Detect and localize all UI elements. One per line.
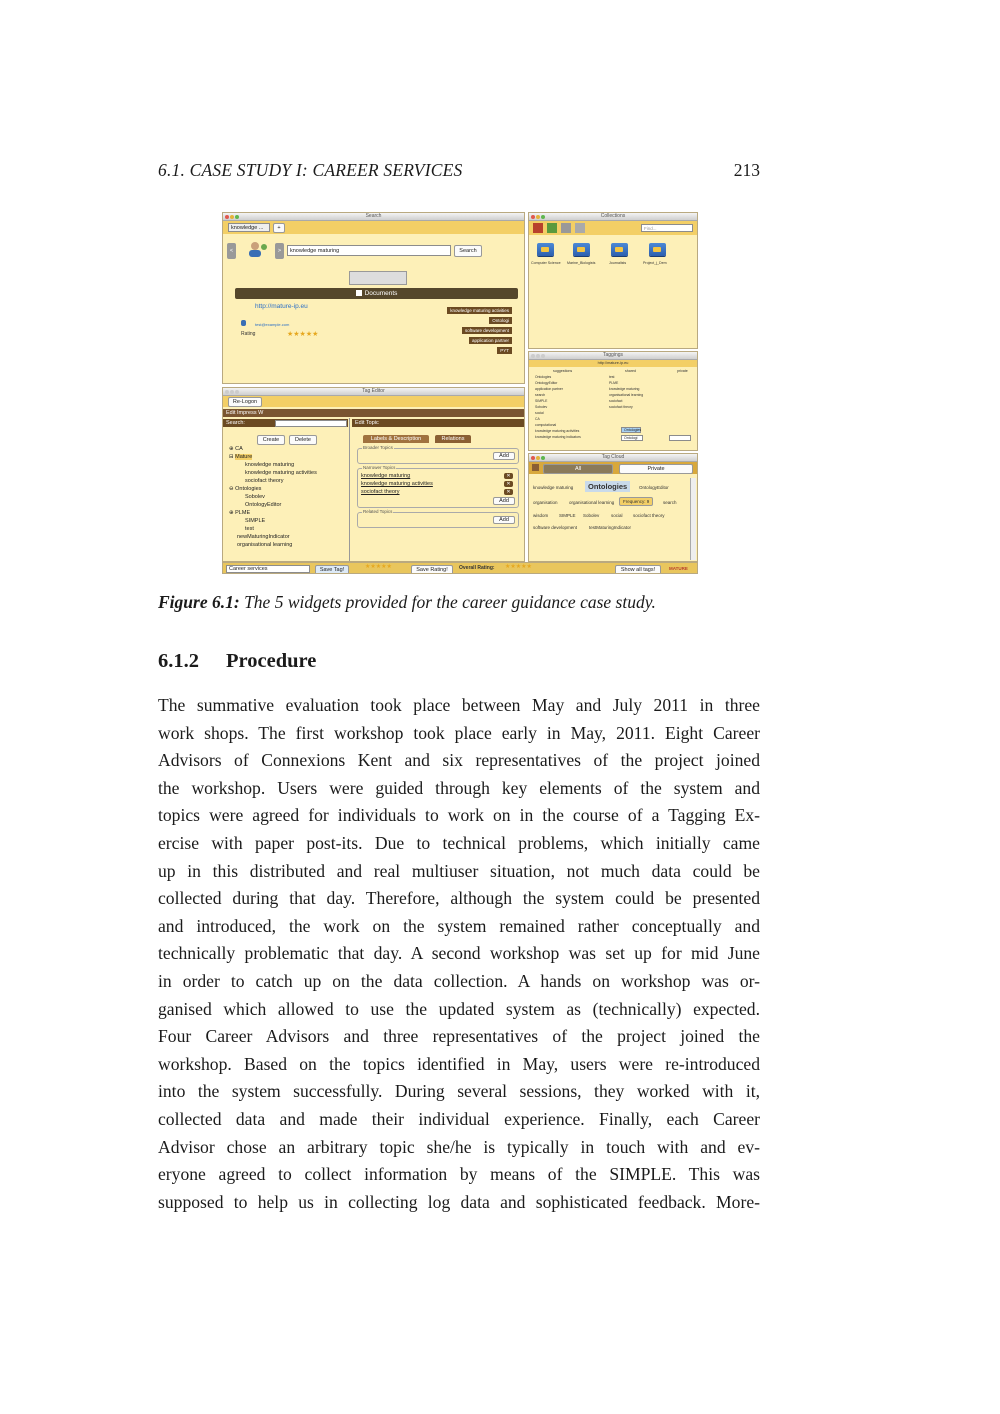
- folder-icon[interactable]: [537, 243, 554, 256]
- body-line: Advisor chose an arbitrary topic she/he is typically in touch with and ev-: [158, 1136, 760, 1157]
- create-button[interactable]: Create: [257, 435, 285, 445]
- cloud-tag[interactable]: Ontologies: [585, 481, 630, 492]
- tag-input[interactable]: Ontologi: [621, 435, 643, 441]
- folder-label: Computer Science: [531, 261, 561, 265]
- body-line: workshop. Based on the topics identified in May, users were re-introduced: [158, 1053, 760, 1074]
- narrower-topic[interactable]: knowledge maturing: [361, 473, 411, 479]
- section-title: Procedure: [226, 650, 317, 672]
- body-line: in order to catch up on the data collection. A hands on workshop was or-: [158, 970, 760, 991]
- overall-rating-label: Overall Rating:: [459, 565, 495, 571]
- tag-chip[interactable]: knowledge maturing activities: [447, 307, 512, 314]
- relogin-button[interactable]: Re-Logon: [228, 397, 262, 407]
- related-topics-box: Related Topics Add: [357, 512, 519, 528]
- broader-topics-box: Broader Topics Add: [357, 448, 519, 464]
- add-related-button[interactable]: Add: [493, 516, 515, 524]
- shared-item[interactable]: knowledge maturing: [609, 387, 640, 391]
- tab-relations[interactable]: Relations: [435, 435, 471, 443]
- tree-item[interactable]: ⊕ CA: [229, 446, 243, 452]
- suggestion-item[interactable]: CA: [535, 417, 540, 421]
- cloud-tag[interactable]: organisation: [533, 500, 558, 505]
- taggings-titlebar: Taggings: [529, 352, 697, 360]
- cloud-tag[interactable]: organisational learning: [569, 500, 615, 505]
- doc-link[interactable]: http://mature-ip.eu: [255, 303, 308, 310]
- col-shared: shared: [625, 369, 636, 373]
- tree-item[interactable]: knowledge maturing activities: [245, 470, 317, 476]
- body-line: into the system successfully. During several sessions, they worked with it,: [158, 1081, 760, 1102]
- search-dropdown[interactable]: knowledge ...: [228, 223, 270, 232]
- next-arrow-icon[interactable]: >: [275, 243, 284, 259]
- narrower-topic[interactable]: sociofact theory: [361, 489, 400, 495]
- suggestion-item[interactable]: application partner: [535, 387, 563, 391]
- section-heading: [158, 650, 316, 673]
- tree-item[interactable]: newMaturingIndicator: [237, 534, 290, 540]
- user-icon: [241, 320, 246, 326]
- cloud-tag[interactable]: Sobolev: [583, 513, 600, 518]
- shared-item[interactable]: sociofact theory: [609, 405, 633, 409]
- folder-icon[interactable]: [573, 243, 590, 256]
- search-button[interactable]: Search: [454, 245, 482, 257]
- add-broader-button[interactable]: Add: [493, 452, 515, 460]
- cloud-tag[interactable]: knowledge maturing: [533, 485, 574, 490]
- suggestion-item[interactable]: knowledge maturing indicators: [535, 435, 581, 439]
- remove-icon[interactable]: ✕: [504, 481, 513, 487]
- save-icon[interactable]: [532, 464, 539, 471]
- tag-chip[interactable]: PYT: [497, 347, 512, 354]
- tree-item[interactable]: OntologyEditor: [245, 502, 282, 508]
- page-number: 213: [733, 160, 760, 180]
- search-input[interactable]: knowledge maturing: [287, 245, 451, 256]
- add-narrower-button[interactable]: Add: [493, 497, 515, 505]
- all-button[interactable]: All: [543, 464, 613, 474]
- narrower-topic[interactable]: knowledge maturing activities: [361, 481, 433, 487]
- body-line: Four Career Advisors and three representatives of the project joined the: [158, 1026, 760, 1047]
- tag-cloud-toolbar: [529, 462, 697, 474]
- body-line: ganised which allowed to use the updated system as (technically) expected.: [158, 998, 760, 1019]
- tag-chip[interactable]: software development: [462, 327, 512, 334]
- body-line: topics were agreed for individuals to work on in the course of a Tagging Ex-: [158, 805, 760, 826]
- figure-label: Figure 6.1:: [158, 592, 240, 612]
- caption-text: The 5 widgets provided for the career guidance case study.: [239, 592, 656, 612]
- folder-icon[interactable]: [611, 243, 628, 256]
- body-line: eryone agreed to collect information by means of the SIMPLE. This was: [158, 1164, 760, 1185]
- figure-caption: [158, 592, 778, 613]
- tag-editor-widget: [222, 387, 525, 562]
- view-toggle[interactable]: [349, 271, 407, 285]
- rating-stars[interactable]: ★★★★★: [365, 564, 392, 570]
- collections-widget: [528, 212, 698, 349]
- remove-icon[interactable]: ✕: [504, 489, 513, 495]
- delete-button[interactable]: Delete: [289, 435, 317, 445]
- scrollbar[interactable]: [690, 478, 696, 560]
- running-section-title: 6.1. CASE STUDY I: CAREER SERVICES: [158, 160, 463, 180]
- running-header: [158, 160, 760, 184]
- body-line: Advisors of Connexions Kent and six representatives of the project joined: [158, 750, 760, 771]
- tag-chip[interactable]: Ontologi: [489, 317, 512, 324]
- tag-input[interactable]: Career services: [226, 565, 310, 573]
- cloud-tag[interactable]: sociofact theory: [633, 513, 665, 518]
- show-all-tags-button[interactable]: Show all tags!: [615, 565, 661, 575]
- body-line: The summative evaluation took place between May and July 2011 in three: [158, 695, 760, 715]
- folder-label: Journalists: [609, 261, 627, 265]
- prev-arrow-icon[interactable]: <: [227, 243, 236, 259]
- body-line: and introduced, the work on the system remained rather conceptually and: [158, 915, 760, 936]
- tree-item[interactable]: ⊕ PLME: [229, 510, 251, 516]
- overall-rating-stars: ★★★★★: [505, 564, 532, 570]
- remove-icon[interactable]: ✕: [504, 473, 513, 479]
- search-toolbar: [223, 221, 524, 234]
- document-icon: [356, 290, 362, 296]
- frequency-tooltip: Frequency: 9: [619, 497, 653, 506]
- tag-cloud-widget: [528, 453, 698, 562]
- narrower-topics-box: Narrower Topics knowledge maturing knowledge maturing activities sociofact theory ✕ ✕ ✕ Add: [357, 468, 519, 508]
- search-widget: [222, 212, 525, 384]
- grey-tool-icon[interactable]: [575, 223, 585, 233]
- private-tag-input[interactable]: [669, 435, 691, 441]
- pane-divider[interactable]: [349, 418, 350, 562]
- shared-item[interactable]: organisational learning: [609, 393, 644, 397]
- collections-titlebar: Collections: [529, 213, 697, 221]
- folder-label: Marine_Biologists: [567, 261, 596, 265]
- tag-cloud-titlebar: Tag Cloud: [529, 454, 697, 462]
- tree-item[interactable]: ⊟ Mature: [229, 454, 253, 460]
- collections-toolbar: [529, 221, 697, 235]
- doc-rating-stars[interactable]: ★★★★★: [287, 331, 319, 338]
- figure-screenshot: [222, 212, 698, 574]
- body-line: collected during that day. Therefore, although the system could be presented: [158, 888, 760, 909]
- tree-item[interactable]: Sobolev: [245, 494, 265, 500]
- tree-item[interactable]: sociofact theory: [245, 478, 284, 484]
- tab-labels-description[interactable]: Labels & Description: [363, 435, 429, 443]
- cloud-tag[interactable]: wisdom: [533, 513, 549, 518]
- section-number: 6.1.2: [158, 650, 199, 672]
- shared-item[interactable]: sociofact: [609, 399, 623, 403]
- tree-item[interactable]: ⊖ Ontologies: [229, 486, 262, 492]
- body-line: the workshop. Users were guided through key elements of the system and: [158, 777, 760, 798]
- suggestion-item[interactable]: knowledge maturing activities: [535, 429, 580, 433]
- green-tool-icon[interactable]: [547, 223, 557, 233]
- add-search-button[interactable]: +: [273, 223, 285, 233]
- find-input[interactable]: Find...: [641, 224, 693, 232]
- bottom-rating-bar: [222, 562, 698, 574]
- taggings-url: http://mature-ip.eu: [529, 360, 697, 367]
- shared-item[interactable]: test: [609, 375, 615, 379]
- body-paragraph: [158, 692, 760, 1216]
- tree-item[interactable]: SIMPLE: [245, 518, 266, 524]
- suggestion-item[interactable]: social: [535, 411, 544, 415]
- tag-editor-titlebar: Tag Editor: [223, 388, 524, 396]
- tag-editor-menu[interactable]: Edit Impress W: [223, 409, 524, 417]
- body-line: collected data and made their individual experience. Finally, each Career: [158, 1108, 760, 1129]
- search-label: Search:: [223, 419, 348, 427]
- suggestion-item[interactable]: Sobolev: [535, 405, 548, 409]
- save-rating-button[interactable]: Save Rating!: [411, 565, 453, 575]
- col-suggestions: suggestions: [553, 369, 573, 373]
- body-line: up in this distributed and real multiuser situation, not much data could be: [158, 860, 760, 881]
- selected-tag[interactable]: Ontologies: [621, 427, 641, 433]
- col-private: private: [677, 369, 688, 373]
- suggestion-item[interactable]: OntologyEditor: [535, 381, 558, 385]
- cloud-tag[interactable]: social: [611, 513, 623, 518]
- tree-item[interactable]: organisational learning: [237, 542, 293, 548]
- suggestion-item[interactable]: Ontologies: [535, 375, 552, 379]
- cloud-tag[interactable]: OntologyEditor: [639, 485, 669, 490]
- tag-editor-toolbar: [223, 396, 524, 407]
- suggestion-item[interactable]: SIMPLE: [535, 399, 548, 403]
- suggestion-item[interactable]: search: [535, 393, 546, 397]
- body-line: technically problematic that day. A second workshop was set up for mid June: [158, 943, 760, 964]
- body-line: supposed to help us in collecting log data and sophisticated feedback. More-: [158, 1191, 760, 1212]
- edit-topic-header: Edit Topic: [352, 419, 524, 427]
- grey-tool-icon[interactable]: [561, 223, 571, 233]
- folder-label: Project_j_Dem: [643, 261, 667, 265]
- cloud-tag[interactable]: SIMPLE: [559, 513, 576, 518]
- tag-chip[interactable]: application partner: [469, 337, 512, 344]
- rating-label: Rating: [241, 331, 256, 337]
- tree-item[interactable]: test: [245, 526, 254, 532]
- tree-item[interactable]: knowledge maturing: [245, 462, 295, 468]
- cloud-tag[interactable]: testMaturingIndicator: [589, 525, 632, 530]
- mature-logo: MATURE: [669, 566, 688, 571]
- cloud-tag[interactable]: software development: [533, 525, 578, 530]
- topic-search-input[interactable]: [275, 420, 347, 427]
- body-line: work shops. The first workshop took place early in May, 2011. Eight Career: [158, 722, 760, 743]
- save-tag-button[interactable]: Save Tag!: [315, 565, 349, 575]
- people-icon: [247, 240, 269, 258]
- red-tool-icon[interactable]: [533, 223, 543, 233]
- private-button[interactable]: Private: [619, 464, 693, 474]
- folder-icon[interactable]: [649, 243, 666, 256]
- search-titlebar: Search: [223, 213, 524, 221]
- body-line: ercise with paper post-its. Due to technical problems, which initially came: [158, 832, 760, 853]
- taggings-widget: [528, 351, 698, 451]
- cloud-tag[interactable]: search: [663, 500, 677, 505]
- shared-item[interactable]: PLME: [609, 381, 619, 385]
- suggestion-item[interactable]: computational: [535, 423, 557, 427]
- doc-email[interactable]: test@example.com: [255, 322, 290, 327]
- documents-bar[interactable]: Documents: [235, 288, 518, 299]
